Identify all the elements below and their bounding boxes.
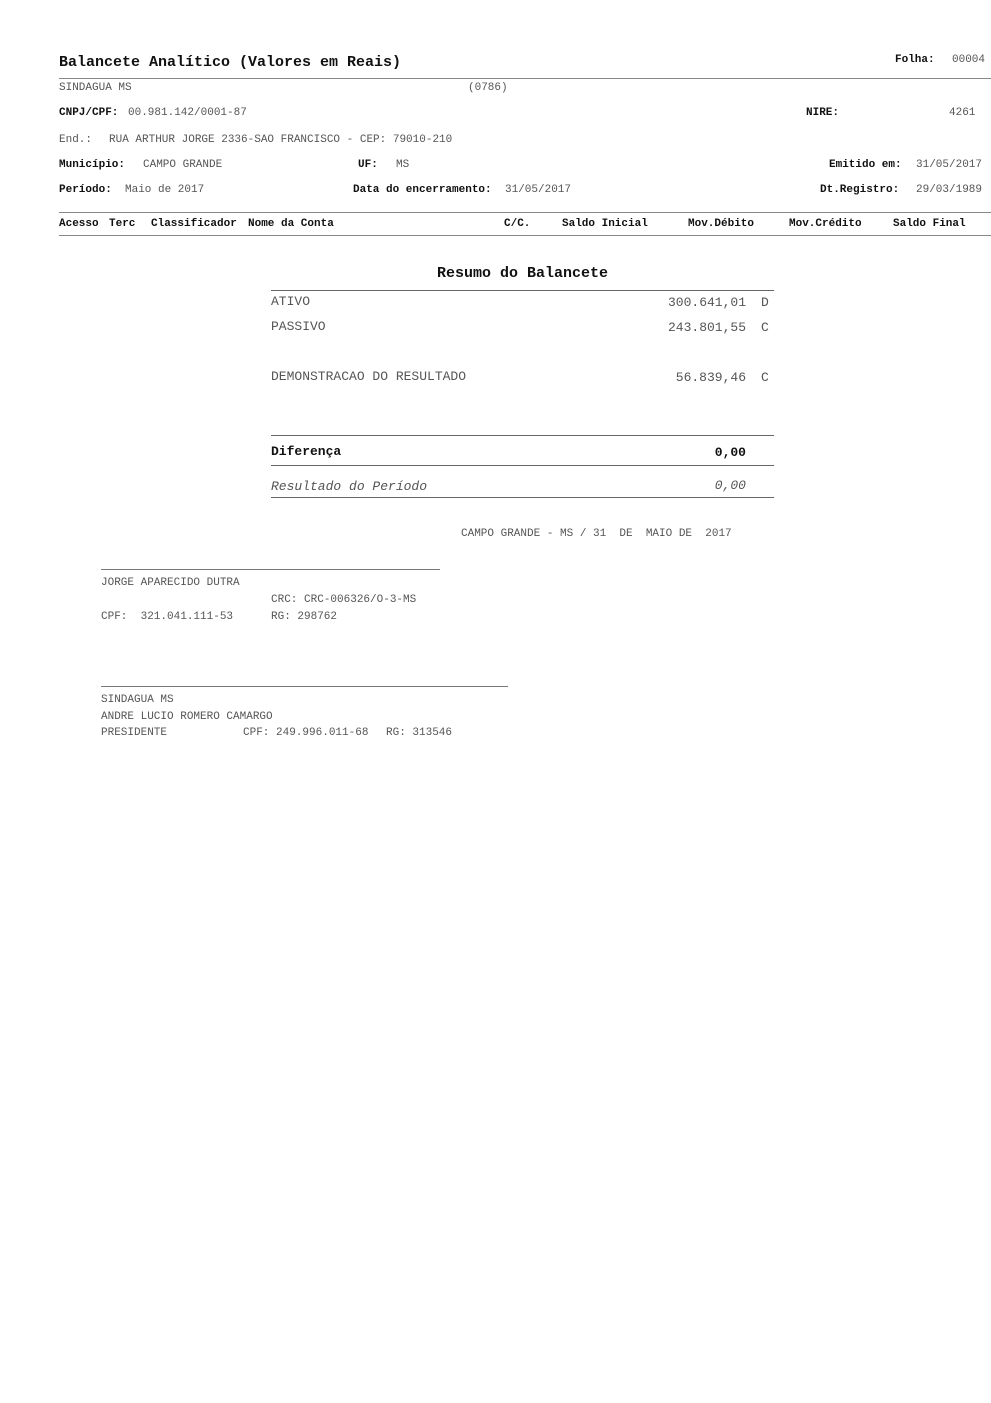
periodo-label: Período:	[59, 184, 112, 196]
president-rg: RG: 313546	[386, 727, 453, 739]
encerramento-value: 31/05/2017	[505, 184, 572, 196]
entity-code: (0786)	[468, 82, 508, 94]
resumo-row-value: 300.641,01	[667, 295, 746, 310]
resumo-row-label: ATIVO	[271, 294, 311, 309]
col-saldo-final: Saldo Final	[893, 218, 966, 230]
accountant-cpf: CPF: 321.041.111-53	[101, 611, 234, 623]
resumo-row-label: PASSIVO	[271, 319, 326, 334]
col-classificador: Classificador	[151, 218, 237, 230]
cnpj-value: 00.981.142/0001-87	[128, 107, 247, 119]
col-cc: C/C.	[504, 218, 531, 230]
municipio-value: CAMPO GRANDE	[143, 159, 223, 171]
resumo-row-dc: C	[761, 370, 769, 385]
signature-line-president	[101, 686, 508, 687]
diferenca-bottom-rule	[271, 465, 774, 466]
entity-name: SINDAGUA MS	[59, 82, 132, 94]
col-nome-conta: Nome da Conta	[248, 218, 334, 230]
registro-label: Dt.Registro:	[820, 184, 900, 196]
resultado-bottom-rule	[271, 497, 774, 498]
accountant-crc: CRC: CRC-006326/O-3-MS	[271, 594, 417, 606]
accountant-rg: RG: 298762	[271, 611, 338, 623]
resumo-row-label: DEMONSTRACAO DO RESULTADO	[271, 369, 467, 384]
registro-value: 29/03/1989	[916, 184, 983, 196]
resumo-row-dc: C	[761, 320, 769, 335]
header-rule	[59, 78, 991, 79]
resumo-row-dc: D	[761, 295, 769, 310]
president-role: PRESIDENTE	[101, 727, 168, 739]
resumo-top-rule	[271, 290, 774, 291]
diferenca-value: 0,00	[714, 445, 746, 460]
uf-value: MS	[396, 159, 410, 171]
nire-label: NIRE:	[806, 107, 840, 119]
periodo-value: Maio de 2017	[125, 184, 205, 196]
resumo-row-value: 56.839,46	[675, 370, 746, 385]
place-date: CAMPO GRANDE - MS / 31 DE MAIO DE 2017	[461, 528, 732, 540]
col-mov-debito: Mov.Débito	[688, 218, 755, 230]
col-acesso: Acesso	[59, 218, 99, 230]
nire-value: 4261	[949, 107, 976, 119]
folha-value: 00004	[952, 54, 986, 66]
resumo-row-value: 243.801,55	[667, 320, 746, 335]
accountant-name: JORGE APARECIDO DUTRA	[101, 577, 240, 589]
president-entity: SINDAGUA MS	[101, 694, 174, 706]
diferenca-top-rule	[271, 435, 774, 436]
col-mov-credito: Mov.Crédito	[789, 218, 862, 230]
resultado-value: 0,00	[714, 478, 746, 493]
uf-label: UF:	[358, 159, 378, 171]
col-terc: Terc	[109, 218, 136, 230]
emitido-value: 31/05/2017	[916, 159, 983, 171]
encerramento-label: Data do encerramento:	[353, 184, 492, 196]
signature-line-accountant	[101, 569, 440, 570]
cnpj-label: CNPJ/CPF:	[59, 107, 119, 119]
emitido-label: Emitido em:	[829, 159, 902, 171]
end-label: End.:	[59, 134, 93, 146]
report-title: Balancete Analítico (Valores em Reais)	[59, 54, 402, 71]
end-value: RUA ARTHUR JORGE 2336-SAO FRANCISCO - CEP: 79010-210	[109, 134, 453, 146]
diferenca-label: Diferença	[271, 444, 342, 459]
president-name: ANDRE LUCIO ROMERO CAMARGO	[101, 711, 273, 723]
column-header-bottom-rule	[59, 235, 991, 236]
resumo-title: Resumo do Balancete	[436, 265, 609, 282]
president-cpf: CPF: 249.996.011-68	[243, 727, 369, 739]
column-header-top-rule	[59, 212, 991, 213]
col-saldo-inicial: Saldo Inicial	[562, 218, 648, 230]
resultado-label: Resultado do Período	[271, 479, 428, 494]
municipio-label: Município:	[59, 159, 126, 171]
folha-label: Folha:	[895, 54, 935, 66]
